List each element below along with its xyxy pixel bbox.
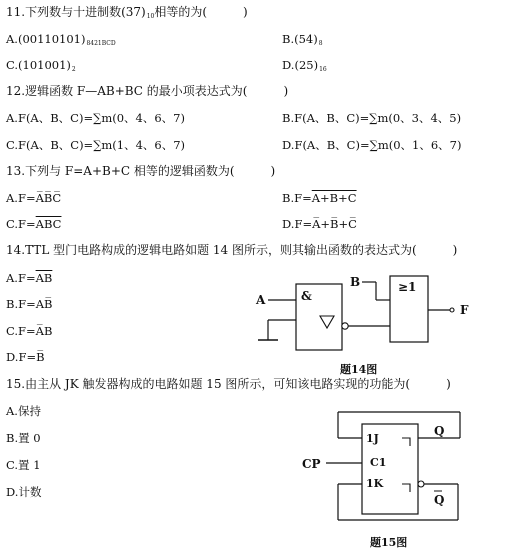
q11-option-d: $D.(25)_{16}$: [282, 58, 327, 73]
fig15-qbar-label: Q: [434, 493, 445, 507]
fig14-output-node: [450, 308, 454, 312]
q13-option-c: $C.F=\overline{ABC}$: [6, 217, 62, 231]
q13-option-d: D.F=A̅+B̅+C̅: [282, 217, 357, 231]
fig15-q-label: Q: [434, 424, 445, 438]
figure-14-circuit: [250, 270, 490, 380]
fig14-output-label: F: [460, 303, 469, 317]
q14-option-d: D.F=B̅: [6, 350, 45, 364]
q15-option-c: C.置 1: [6, 458, 41, 472]
fig14-and-symbol: &: [301, 289, 312, 303]
q15-option-a: A.保持: [6, 404, 41, 418]
q12-option-c: C.F(A、B、C)=∑m(1、4、6、7): [6, 138, 186, 152]
fig14-input-b-label: B: [350, 275, 361, 289]
q14-option-b: B.F=AB̅: [6, 297, 53, 311]
fig14-inverter-bubble: [342, 323, 348, 329]
fig15-pin-k: 1K: [366, 477, 384, 490]
fig15-pin-j: 1J: [366, 432, 379, 445]
fig15-pin-c: C1: [370, 456, 387, 469]
question-12-stem: 12.逻辑函数 F—AB+BC 的最小项表达式为( ): [6, 84, 289, 98]
fig15-qbar-angle-icon: [402, 484, 410, 492]
fig14-or-symbol: ≥1: [398, 280, 417, 294]
question-11-stem: 11.下列数与十进制数$(37)_{10}$相等的为( ): [6, 5, 248, 20]
q12-option-a: A.F(A、B、C)=∑m(0、4、6、7): [6, 111, 185, 125]
q11-option-a: $A.(00110101)_{8421BCD}$: [6, 32, 116, 47]
question-14-stem: 14.TTL 型门电路构成的逻辑电路如题 14 图所示，则其输出函数的表达式为( ): [6, 243, 458, 257]
fig15-q-angle-icon: [402, 438, 410, 446]
q12-option-d: D.F(A、B、C)=∑m(0、1、6、7): [282, 138, 462, 152]
q14-option-a: $A.F=\overline{AB}$: [6, 271, 53, 285]
q13-option-a: A.F=A̅B̅C̅: [6, 191, 62, 205]
fig14-input-a-label: A: [256, 293, 266, 307]
fig14-caption: 题14图: [340, 363, 378, 376]
q15-option-b: B.置 0: [6, 431, 41, 445]
question-15-stem: 15.由主从 JK 触发器构成的电路如题 15 图所示，可知该电路实现的功能为( ): [6, 377, 451, 391]
q14-option-c: C.F=A̅B: [6, 324, 53, 338]
question-13-stem: 13.下列与 F=A+B+C 相等的逻辑函数为( ): [6, 164, 276, 178]
q11-option-b: $B.(54)_8$: [282, 32, 323, 47]
q15-option-d: D.计数: [6, 485, 42, 499]
fig15-caption: 题15图: [370, 536, 408, 549]
q13-option-b: B.F=A+B+C: [282, 191, 357, 205]
fig15-qbar-bubble: [418, 481, 424, 487]
q11-option-c: $C.(101001)_2$: [6, 58, 76, 73]
fig15-clock-label: CP: [302, 457, 321, 471]
fig14-triangle-icon: [320, 316, 334, 328]
q12-option-b: B.F(A、B、C)=∑m(0、3、4、5): [282, 111, 462, 125]
figure-15-jk-flipflop: [298, 400, 478, 550]
